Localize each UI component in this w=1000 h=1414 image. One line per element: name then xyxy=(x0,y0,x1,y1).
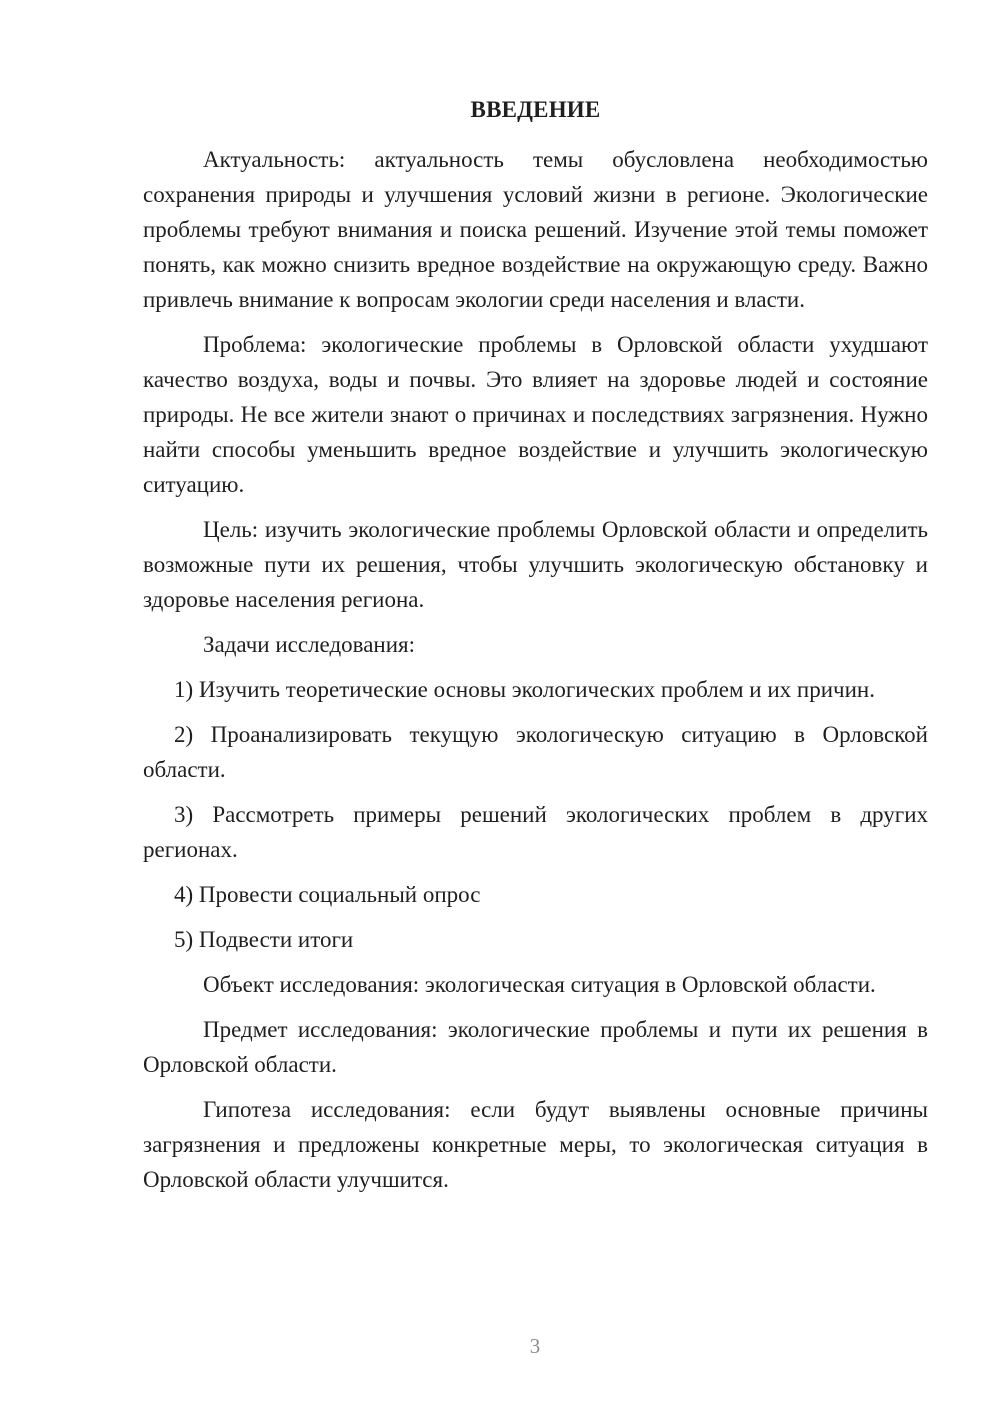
task-item-3: 3) Рассмотреть примеры решений экологических проблем в других регионах. xyxy=(143,802,928,862)
section-heading: ВВЕДЕНИЕ xyxy=(470,97,601,122)
paragraph-goal: Цель: изучить экологические проблемы Орловской области и определить возможные пути их решения, чтобы улучшить экологическую обстановку и здоровье населения региона. xyxy=(143,517,928,612)
task-item-4: 4) Провести социальный опрос xyxy=(174,882,481,907)
paragraph-problem: Проблема: экологические проблемы в Орловской области ухудшают качество воздуха, воды и почвы. Это влияет на здоровье людей и состояние природы. Не все жители знают о причинах и последствиях загрязнения. Нужно найти способы уменьшить вредное воздействие и улучшить экологическую ситуацию. xyxy=(143,332,928,497)
paragraph-hypothesis: Гипотеза исследования: если будут выявлены основные причины загрязнения и предложены конкретные меры, то экологическая ситуация в Орловской области улучшится. xyxy=(143,1097,928,1192)
paragraph-subject: Предмет исследования: экологические проблемы и пути их решения в Орловской области. xyxy=(143,1017,928,1077)
task-item-2: 2) Проанализировать текущую экологическую ситуацию в Орловской области. xyxy=(143,722,928,782)
task-item-1: 1) Изучить теоретические основы экологических проблем и их причин. xyxy=(174,677,875,702)
document-page xyxy=(143,92,928,1197)
page-number: 3 xyxy=(529,1334,541,1358)
tasks-title: Задачи исследования: xyxy=(203,632,416,657)
paragraph-relevance: Актуальность: актуальность темы обусловлена необходимостью сохранения природы и улучшения условий жизни в регионе. Экологические проблемы требуют внимания и поиска решений. Изучение этой темы поможет понять, как можно снизить вредное воздействие на окружающую среду. Важно привлечь внимание к вопросам экологии среди населения и власти. xyxy=(143,147,928,312)
task-item-5: 5) Подвести итоги xyxy=(174,927,354,952)
paragraph-object: Объект исследования: экологическая ситуация в Орловской области. xyxy=(203,972,876,997)
